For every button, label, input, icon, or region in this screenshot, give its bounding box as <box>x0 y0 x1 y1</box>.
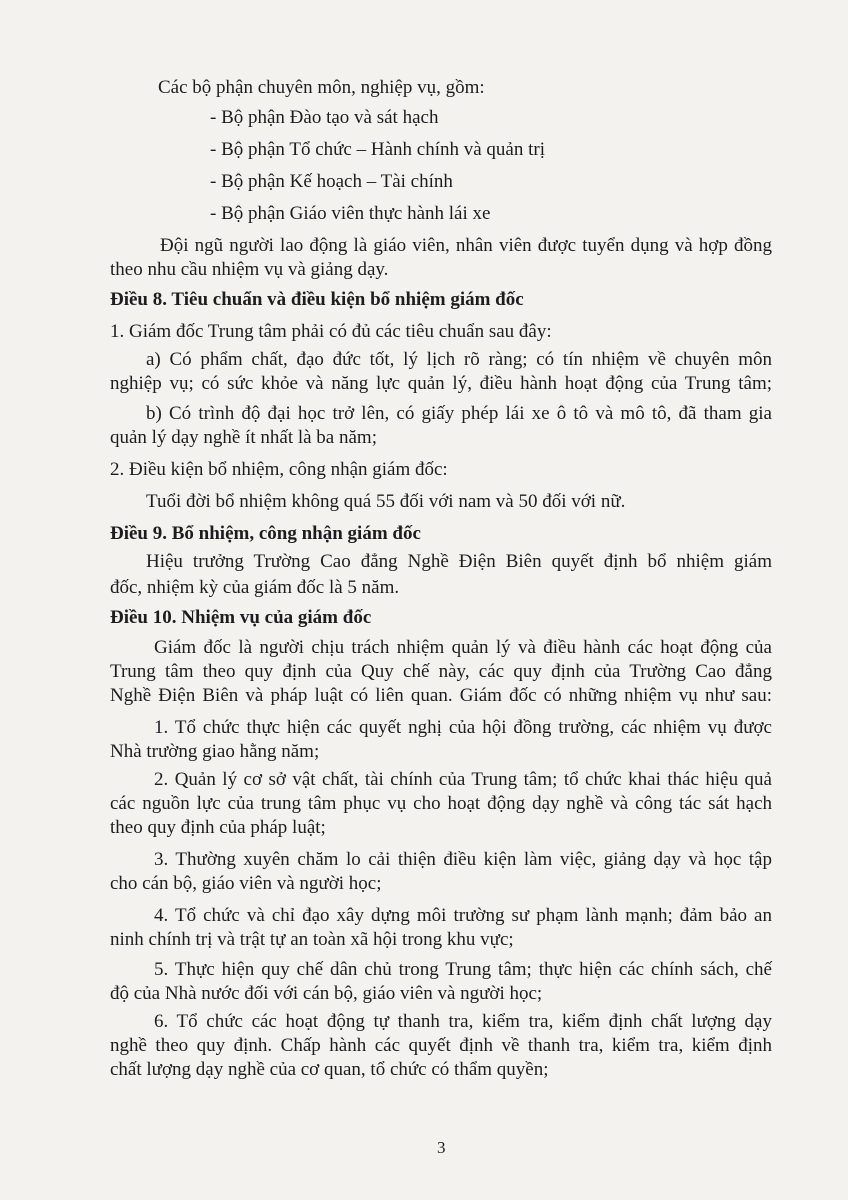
duty-item-1: 1. Tổ chức thực hiện các quyết nghị của hội đồng trường, các nhiệm vụ được <box>154 717 772 738</box>
article-9-text: đốc, nhiệm kỳ của giám đốc là 5 năm. <box>110 577 400 598</box>
duty-item-4: 4. Tổ chức và chỉ đạo xây dựng môi trường sư phạm lành mạnh; đảm bảo an <box>154 905 772 926</box>
duty-item-3: 3. Thường xuyên chăm lo cải thiện điều kiện làm việc, giảng dạy và học tập <box>154 849 772 870</box>
page-number: 3 <box>437 1138 446 1157</box>
unit-item: - Bộ phận Tổ chức – Hành chính và quản trị <box>210 139 545 160</box>
duty-item-6: chất lượng dạy nghề của cơ quan, tổ chức có thẩm quyền; <box>110 1059 549 1080</box>
article-8-heading: Điều 8. Tiêu chuẩn và điều kiện bổ nhiệm giám đốc <box>110 289 524 310</box>
duty-item-6: 6. Tổ chức các hoạt động tự thanh tra, kiểm tra, kiểm định chất lượng dạy <box>154 1011 772 1032</box>
duty-item-2: 2. Quản lý cơ sở vật chất, tài chính của Trung tâm; tổ chức khai thác hiệu quả <box>154 769 772 790</box>
article-9-heading: Điều 9. Bổ nhiệm, công nhận giám đốc <box>110 523 421 544</box>
article-8-item-a: nghiệp vụ; có sức khỏe và năng lực quản lý, điều hành hoạt động của Trung tâm; <box>110 373 772 394</box>
duty-item-4: ninh chính trị và trật tự an toàn xã hội trong khu vực; <box>110 929 514 950</box>
duty-item-6: nghề theo quy định. Chấp hành các quyết định về thanh tra, kiểm tra, kiểm định <box>110 1035 772 1056</box>
duty-item-1: Nhà trường giao hằng năm; <box>110 741 320 762</box>
staff-paragraph-line: theo nhu cầu nhiệm vụ và giảng dạy. <box>110 259 389 280</box>
article-8-clause-1: 1. Giám đốc Trung tâm phải có đủ các tiêu chuẩn sau đây: <box>110 321 552 342</box>
article-8-item-b: b) Có trình độ đại học trở lên, có giấy phép lái xe ô tô và mô tô, đã tham gia <box>146 403 772 424</box>
article-8-item-b: quản lý dạy nghề ít nhất là ba năm; <box>110 427 377 448</box>
article-10-intro: Nghề Điện Biên và pháp luật có liên quan. Giám đốc có những nhiệm vụ như sau: <box>110 685 772 706</box>
units-intro: Các bộ phận chuyên môn, nghiệp vụ, gồm: <box>158 77 485 98</box>
duty-item-2: các nguồn lực của trung tâm phục vụ cho hoạt động dạy nghề và công tác sát hạch <box>110 793 772 814</box>
duty-item-2: theo quy định của pháp luật; <box>110 817 326 838</box>
unit-item: - Bộ phận Đào tạo và sát hạch <box>210 107 439 128</box>
article-10-intro: Trung tâm theo quy định của Quy chế này, các quy định của Trường Cao đẳng <box>110 661 772 682</box>
article-10-heading: Điều 10. Nhiệm vụ của giám đốc <box>110 607 372 628</box>
unit-item: - Bộ phận Giáo viên thực hành lái xe <box>210 203 491 224</box>
duty-item-5: 5. Thực hiện quy chế dân chủ trong Trung tâm; thực hiện các chính sách, chế <box>154 959 772 980</box>
duty-item-5: độ của Nhà nước đối với cán bộ, giáo viên và người học; <box>110 983 543 1004</box>
article-8-item-a: a) Có phẩm chất, đạo đức tốt, lý lịch rõ ràng; có tín nhiệm về chuyên môn <box>146 349 772 370</box>
article-8-clause-2-text: Tuổi đời bổ nhiệm không quá 55 đối với nam và 50 đối với nữ. <box>146 491 626 512</box>
staff-paragraph-line: Đội ngũ người lao động là giáo viên, nhân viên được tuyển dụng và hợp đồng <box>160 235 772 256</box>
article-9-text: Hiệu trưởng Trường Cao đẳng Nghề Điện Biên quyết định bổ nhiệm giám <box>146 551 772 572</box>
duty-item-3: cho cán bộ, giáo viên và người học; <box>110 873 382 894</box>
article-10-intro: Giám đốc là người chịu trách nhiệm quản lý và điều hành các hoạt động của <box>154 637 772 658</box>
article-8-clause-2: 2. Điều kiện bổ nhiệm, công nhận giám đốc: <box>110 459 448 480</box>
unit-item: - Bộ phận Kế hoạch – Tài chính <box>210 171 453 192</box>
